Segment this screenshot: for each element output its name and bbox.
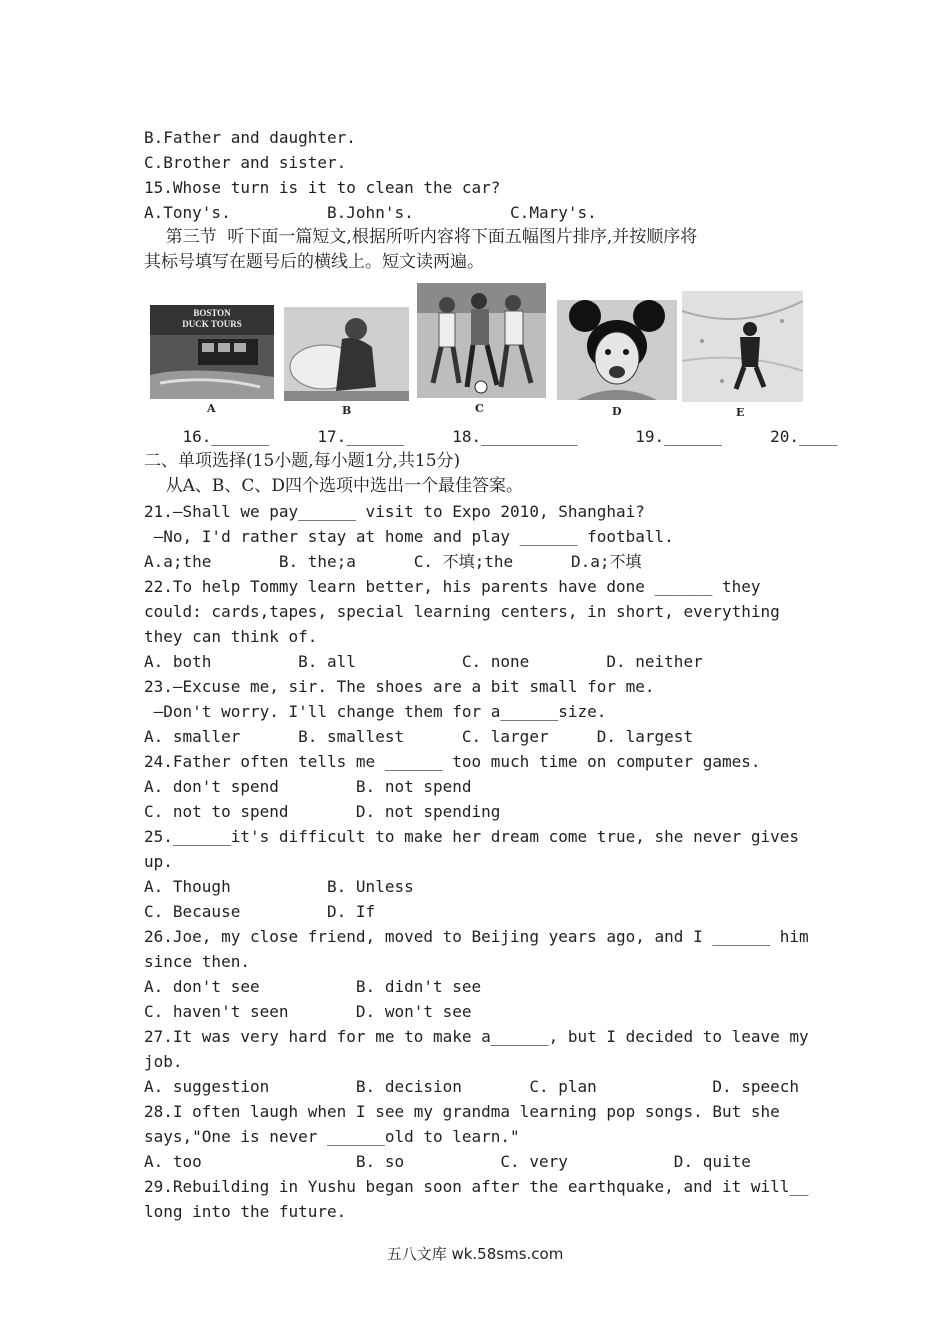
question-15: 15.Whose turn is it to clean the car? [144, 178, 501, 197]
picture-a [150, 305, 274, 399]
section-2-heading: 二、单项选择(15小题,每小题1分,共15分) [144, 451, 461, 471]
question-22: 22.To help Tommy learn better, his parents have done ______ they [144, 577, 761, 596]
option-line-c: C.Brother and sister. [144, 153, 347, 172]
question-26: 26.Joe, my close friend, moved to Beijing years ago, and I ______ him [144, 927, 809, 946]
picture-b [284, 307, 409, 401]
picture-d [557, 300, 677, 400]
section-3-instruction-cont: 其标号填写在题号后的横线上。短文读两遍。 [144, 252, 484, 272]
question-29: 29.Rebuilding in Yushu began soon after the earthquake, and it will__ [144, 1177, 809, 1196]
option-line-b: B.Father and daughter. [144, 128, 356, 147]
question-24-options-ab: A. don't spend B. not spend [144, 777, 472, 796]
sign-text-1: BOSTON [193, 308, 231, 318]
question-26-cont: since then. [144, 952, 250, 971]
question-26-options-cd: C. haven't seen D. won't see [144, 1002, 472, 1021]
question-27-options: A. suggestion B. decision C. plan D. speech [144, 1077, 800, 1096]
picture-c-label: C [475, 402, 484, 415]
question-29-cont: long into the future. [144, 1202, 347, 1221]
question-21-reply: —No, I'd rather stay at home and play ______ football. [144, 527, 674, 546]
question-21-options: A.a;the B. the;a C. 不填;the D.a;不填 [144, 552, 642, 571]
question-21: 21.—Shall we pay______ visit to Expo 2010, Shanghai? [144, 502, 645, 521]
page-footer: 五八文库 wk.58sms.com [386, 1245, 564, 1263]
question-25: 25.______it's difficult to make her dream come true, she never gives [144, 827, 800, 846]
picture-e [682, 291, 803, 402]
question-24: 24.Father often tells me ______ too much time on computer games. [144, 752, 761, 771]
question-25-options-cd: C. Because D. If [144, 902, 376, 921]
question-15-options: A.Tony's. B.John's. C.Mary's. [144, 203, 597, 222]
question-24-options-cd: C. not to spend D. not spending [144, 802, 501, 821]
question-23-reply: —Don't worry. I'll change them for a______size. [144, 702, 607, 721]
question-26-options-ab: A. don't see B. didn't see [144, 977, 482, 996]
sign-text-2: DUCK TOURS [182, 319, 242, 329]
question-27: 27.It was very hard for me to make a______, but I decided to leave my [144, 1027, 809, 1046]
question-28-options: A. too B. so C. very D. quite [144, 1152, 751, 1171]
question-28-cont: says,"One is never ______old to learn." [144, 1127, 520, 1146]
answer-blanks-16-20: 16.______ 17.______ 18.__________ 19.______ 20.____ [144, 427, 838, 446]
question-22-cont2: they can think of. [144, 627, 318, 646]
question-25-options-ab: A. Though B. Unless [144, 877, 414, 896]
section-3-instruction: 第三节 听下面一篇短文,根据所听内容将下面五幅图片排序,并按顺序将 [144, 227, 698, 247]
question-27-cont: job. [144, 1052, 183, 1071]
question-25-cont: up. [144, 852, 173, 871]
question-28: 28.I often laugh when I see my grandma learning pop songs. But she [144, 1102, 780, 1121]
picture-a-label: A [207, 402, 216, 415]
picture-e-label: E [736, 406, 745, 419]
picture-b-label: B [342, 404, 352, 417]
picture-d-label: D [612, 405, 622, 418]
section-2-instruction: 从A、B、C、D四个选项中选出一个最佳答案。 [144, 476, 524, 496]
picture-c [417, 283, 546, 398]
question-23: 23.—Excuse me, sir. The shoes are a bit small for me. [144, 677, 655, 696]
question-23-options: A. smaller B. smallest C. larger D. largest [144, 727, 694, 746]
question-22-options: A. both B. all C. none D. neither [144, 652, 703, 671]
question-22-cont: could: cards,tapes, special learning centers, in short, everything [144, 602, 780, 621]
